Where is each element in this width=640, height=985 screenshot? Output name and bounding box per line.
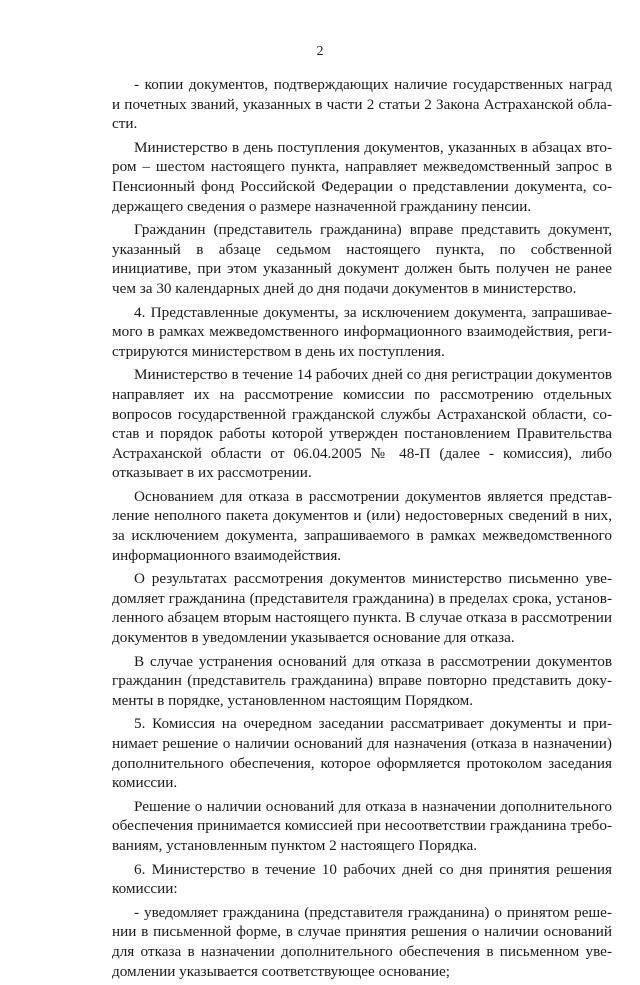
page-number: 2	[316, 44, 324, 59]
paragraph-interdepartmental-request: Министерство в день поступления документов, указанных в абзацах втором – шестом настоящего пункта, направляет межведомственный запрос в Пенсионный фонд Российской Федерации о представлении документа, содержащего сведения о размере назначенной гражданину пенсии.	[112, 138, 612, 215]
paragraph-documents-awards: - копии документов, подтверждающих наличие государственных наград и почетных званий, указанных в части 2 статьи 2 Закона Астраханской области.	[112, 76, 612, 133]
paragraph-review-results: О результатах рассмотрения документов министерство письменно уведомляет гражданина (представителя гражданина) в пределах срока, установленного абзацем вторым настоящего пункта. В случае отказа в рассмотрении документов в уведомлении указывается основание для отказа.	[112, 570, 612, 647]
document-body	[112, 75, 612, 985]
paragraph-own-initiative: Гражданин (представитель гражданина) вправе представить документ, указанный в абзаце седьмом настоящего пункта, по собственной инициативе, при этом указанный документ должен быть получен не ранее чем за 30 календарных дней до дня подачи документов в министерство.	[112, 221, 612, 297]
paragraph-item-4-registration: 4. Представленные документы, за исключением документа, запрашиваемого в рамках межведомственного информационного взаимодействия, регистрируются министерством в день их поступления.	[112, 303, 612, 360]
paragraph-refusal-decision: Решение о наличии оснований для отказа в назначении дополнительного обеспечения принимается комиссией при несоответствии гражданина требованиям, установленным пунктом 2 настоящего Порядка.	[112, 797, 612, 854]
paragraph-notification: - уведомляет гражданина (представителя гражданина) о принятом решении в письменной форме, в случае принятия решения о наличии оснований для отказа в назначении дополнительного обеспечения в письменном уведомлении указывается соответствующее основание;	[112, 903, 612, 980]
paragraph-resubmission: В случае устранения оснований для отказа в рассмотрении документов гражданин (представитель гражданина) вправе повторно представить документы в порядке, установленном настоящим Порядком.	[112, 652, 612, 709]
paragraph-commission-referral: Министерство в течение 14 рабочих дней со дня регистрации документов направляет их на рассмотрение комиссии по рассмотрению отдельных вопросов государственной гражданской службы Астраханской области, состав и порядок работы которой утвержден постановлением Правительства Астраханской области от 06.04.2005 № 48-П (далее - комиссия), либо отказывает в их рассмотрении.	[112, 366, 612, 482]
paragraph-item-5-commission: 5. Комиссия на очередном заседании рассматривает документы и принимает решение о наличии оснований для назначения (отказа в назначении) дополнительного обеспечения, которое оформляется протоколом заседания комиссии.	[112, 715, 612, 792]
paragraph-refusal-grounds: Основанием для отказа в рассмотрении документов является представление неполного пакета документов и (или) недостоверных сведений в них, за исключением документа, запрашиваемого в рамках межведомственного информационного взаимодействия.	[112, 487, 612, 564]
paragraph-item-6-ministry: 6. Министерство в течение 10 рабочих дней со дня принятия решения комиссии:	[112, 860, 612, 898]
